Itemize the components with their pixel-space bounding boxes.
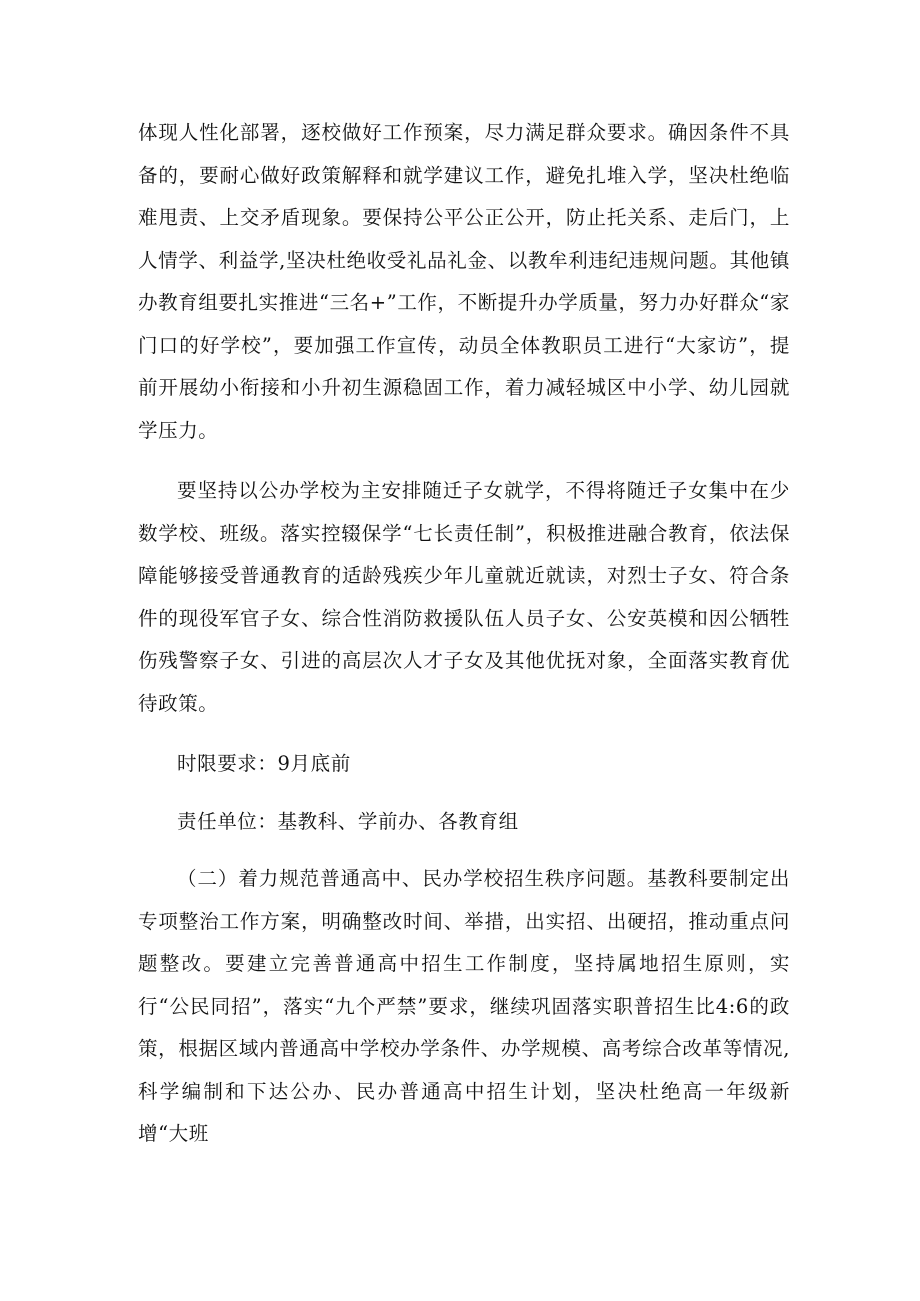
deadline-line: 时限要求：9月底前 <box>177 752 351 775</box>
paragraph-migrant-children: 要坚持以公办学校为主安排随迁子女就学，不得将随迁子女集中在少数学校、班级。落实控辍保学“七长责任制”，积极推进融合教育，依法保障能够接受普通教育的适龄残疾少年儿童就近就读，对烈士子女、符合条件的现役军官子女、综合性消防救援队伍人员子女、公安英模和因公牺牲伤残警察子女、引进的高层次人才子女及其他优抚对象，全面落实教育优待政策。 <box>138 479 790 715</box>
paragraph-continued: 体现人性化部署，逐校做好工作预案，尽力满足群众要求。确因条件不具备的，要耐心做好政策解释和就学建议工作，避免扎堆入学，坚决杜绝临难甩责、上交矛盾现象。要保持公平公正公开，防止托关系、走后门，上人情学、利益学,坚决杜绝收受礼品礼金、以教牟利违纪违规问题。其他镇办教育组要扎实推进“三名+”工作，不断提升办学质量，努力办好群众“家门口的好学校”，要加强工作宣传，动员全体教职员工进行“大家访”，提前开展幼小衔接和小升初生源稳固工作，着力减轻城区中小学、幼儿园就学压力。 <box>138 121 790 442</box>
section-two-paragraph: （二）着力规范普通高中、民办学校招生秩序问题。基教科要制定出专项整治工作方案，明确整改时间、举措，出实招、出硬招，推动重点问题整改。要建立完善普通高中招生工作制度，坚持属地招生原则，实行“公民同招”，落实“九个严禁”要求，继续巩固落实职普招生比4:6的政策，根据区域内普通高中学校办学条件、办学规模、高考综合改革等情况,科学编制和下达公办、民办普通高中招生计划，坚决杜绝高一年级新增“大班 <box>138 867 790 1145</box>
responsible-unit-line: 责任单位：基教科、学前办、各教育组 <box>177 809 519 833</box>
document-body <box>138 112 790 1174</box>
